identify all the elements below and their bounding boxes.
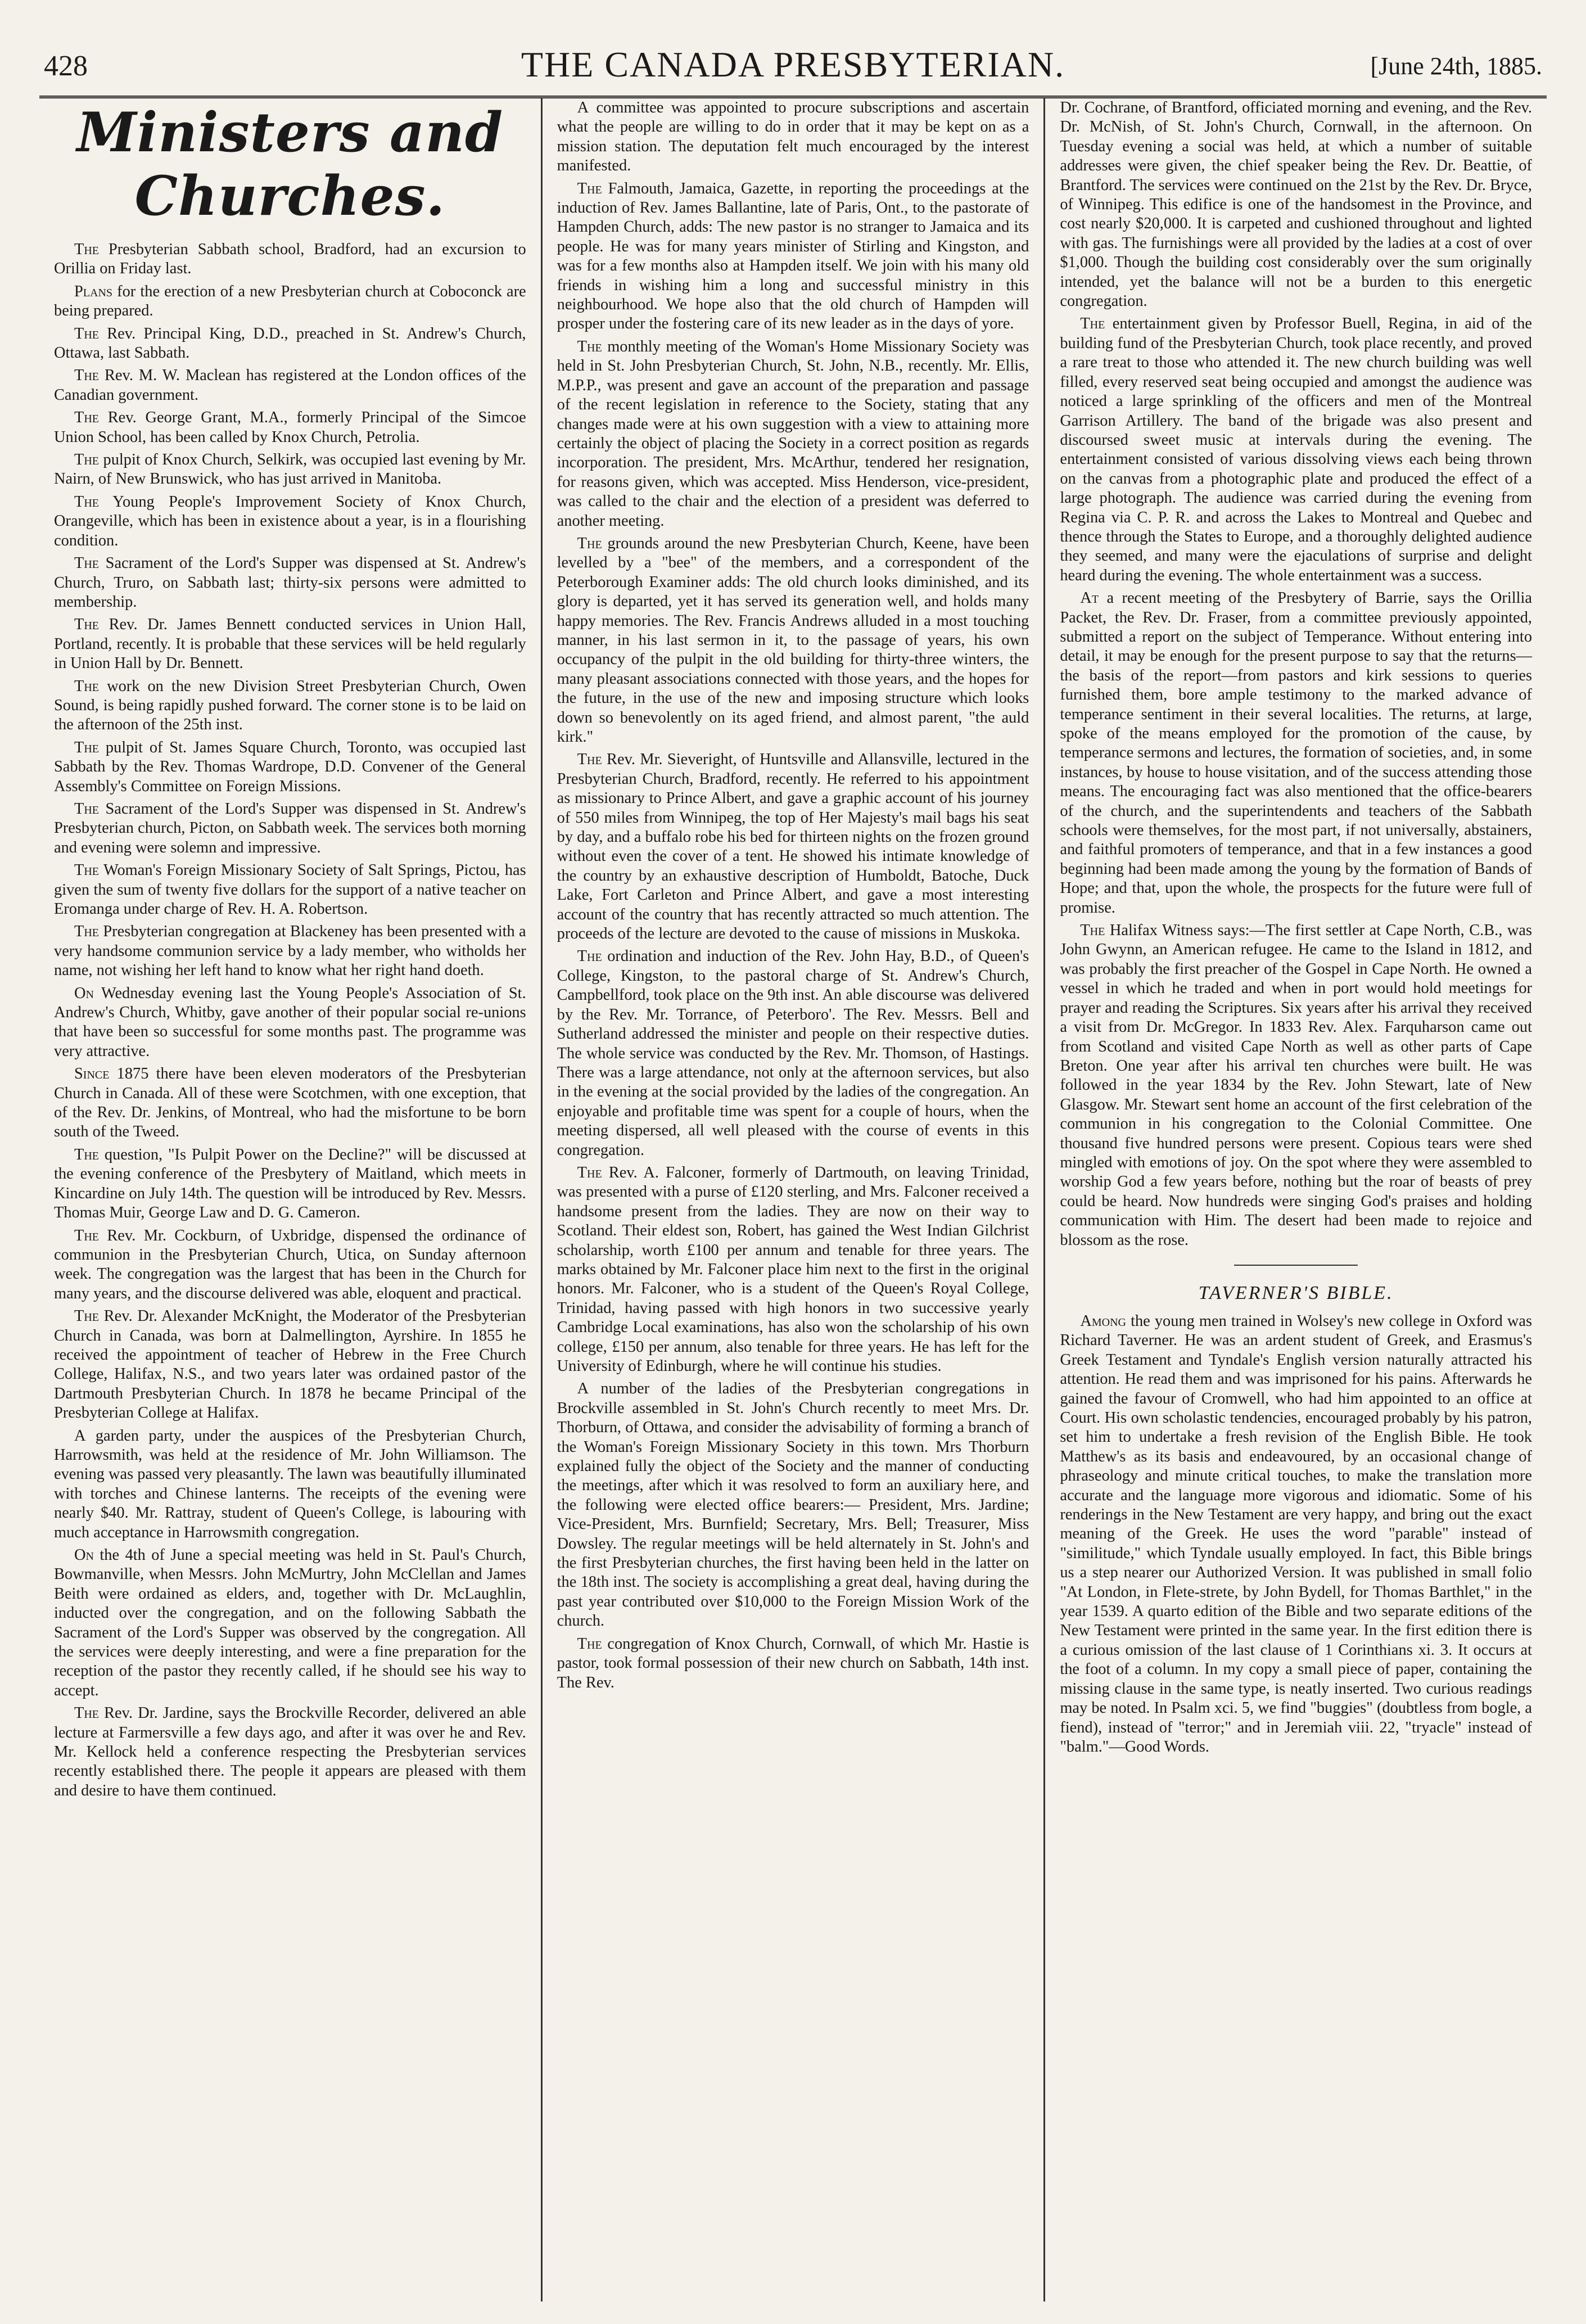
item-lead-word: The: [74, 451, 100, 469]
item-text: the 4th of June a special meeting was held in St. Paul's Church, Bowmanville, when Messrs. John McMurtry, John McClellan and James Beith were ordained as elders, and, together with Dr. McLaughlin, inducted over the congregation, and on the following Sabbath the Sacrament of the Lord's Supper was observed by the congregation. All the services were deeply interesting, and were a fine preparation for the reception of the pastor they recently called, if he should see his way to accept.: [54, 1546, 526, 1699]
item-text: Presbyterian Sabbath school, Bradford, had an excursion to Orillia on Friday last.: [54, 241, 526, 278]
paper-title: THE CANADA PRESBYTERIAN.: [521, 44, 1065, 84]
section-title: Ministers and Churches.: [76, 101, 504, 228]
item-text: for the erection of a new Presbyterian church at Coboconck are being prepared.: [54, 282, 526, 320]
page-number: 428: [44, 50, 88, 82]
article-columns: [39, 98, 1547, 2302]
item-lead-word: The: [74, 1704, 100, 1722]
item-lead-word: At: [1080, 589, 1099, 607]
item-lead-word: The: [577, 947, 602, 965]
item-text: 1875 there have been eleven moderators of the Presbyterian Church in Canada. All of these were Scotchmen, with one exception, that of the Rev. Dr. Jenkins, of Montreal, who had the misfortune to be born south of the Tweed.: [54, 1065, 526, 1141]
item-text: Sacrament of the Lord's Supper was dispensed in St. Andrew's Presbyterian church, Picton, on Sabbath week. The services both morning and evening were solemn and impressive.: [54, 800, 526, 856]
news-item: [1060, 1312, 1532, 1757]
item-lead-word: The: [74, 1145, 100, 1163]
item-text: pulpit of St. James Square Church, Toronto, was occupied last Sabbath by the Rev. Thomas Wardrope, D.D. Convener of the General Assembly's Committee on Foreign Missions.: [54, 738, 526, 795]
news-item: [54, 282, 526, 321]
item-text: Woman's Foreign Missionary Society of Salt Springs, Pictou, has given the sum of twenty five dollars for the support of a native teacher on Eromanga under charge of Rev. H. A. Robertson.: [54, 861, 526, 918]
news-item: [54, 366, 526, 405]
item-lead-word: A: [577, 99, 589, 116]
item-text: Halifax Witness says:—The first settler at Cape North, C.B., was John Gwynn, an American refugee. He came to the Island in 1812, and was probably the first preacher of the Gospel in Cape North. He owned a vessel in which he traded and when in port would hold meetings for prayer and reading the Scriptures. Six years after his arrival they received a visit from Dr. McGregor. In 1833 Rev. Alex. Farquharson came out from Scotland and visited Cape North as well as other parts of Cape Breton. One year after his arrival ten churches were built. He was followed in the year 1834 by the Rev. John Stewart, late of New Glasgow. Mr. Stewart sent home an account of the first celebration of the communion in his congregation to the Colonial Committee. One thousand five hundred persons were present. Copious tears were shed mingled with emotions of joy. On the spot where they were assembled to worship God a few years before, nothing but the roar of beasts of prey could be heard. Now hundreds were singing God's praises and holding communication with Him. The desert had been made to rejoice and blossom as the rose.: [1060, 922, 1533, 1249]
item-lead-word: The: [74, 241, 100, 258]
item-text: Rev. M. W. Maclean has registered at the London offices of the Canadian government.: [54, 367, 526, 404]
news-item: [54, 408, 526, 447]
item-text: Rev. George Grant, M.A., formerly Principal of the Simcoe Union School, has been called by Knox Church, Petrolia.: [54, 409, 526, 446]
item-text: Rev. A. Falconer, formerly of Dartmouth, on leaving Trinidad, was presented with a purse of £120 sterling, and Mrs. Falconer received a handsome present from the ladies. They are now on their way to Scotland. Their eldest son, Robert, has gained the West Indian Gilchrist scholarship, worth £100 per annum and tenable for three years. The marks obtained by Mr. Falconer place him next to the first in the original honors. Mr. Falconer, who is a student of the Queen's Royal College, Trinidad, having passed with high honors in two successive yearly Cambridge Local examinations, has also won the scholarship of his own college, £150 per annum, also tenable for three years. He has left for the University of Edinburgh, where he will continue his studies.: [557, 1163, 1029, 1375]
item-text: Rev. Principal King, D.D., preached in St. Andrew's Church, Ottawa, last Sabbath.: [54, 324, 526, 362]
item-lead-word: The: [74, 616, 100, 634]
item-lead-word: On: [74, 984, 94, 1002]
issue-date: [June 24th, 1885.: [1370, 52, 1542, 80]
news-item: [54, 324, 526, 363]
item-text: the young men trained in Wolsey's new college in Oxford was Richard Taverner. He was an ardent student of Greek, and Erasmus's Greek Testament and Tyndale's English version naturally attracted his attention. He read them and was imprisoned for his pains. Afterwards he gained the favour of Cromwell, who had him appointed to an office at Court. His own scholastic tendencies, encouraged probably by his patron, set him to undertake a fresh revision of the English Bible. He took Matthew's as its basis and endeavoured, by an occasional change of phraseology and minute critical touches, to make the translation more accurate and the language more vigorous and idiomatic. Some of his renderings in the New Testament are very happy, and bring out the exact meaning of the Greek. He uses the word "parable" instead of "similitude," which Tyndale usually employed. In fact, this Bible brings us a step nearer our Authorized Version. It was published in small folio "At London, in Flete-strete, by John Bydell, for Thomas Barthlet," in the year 1539. A quarto edition of the Bible and two separate editions of the New Testament were printed in the same year. In the first edition there is a curious omission of the last clause of 1 Corinthians xi. 3. It occurs at the foot of a column. In my copy a small piece of paper, containing the missing clause in the same type, is neatly inserted. Two curious readings may be noted. In Psalm xci. 5, we find "buggies" (doubtless from bogle, a fiend), instead of "terror;" and in Jeremiah viii. 22, "tryacle" instead of "balm."—Good Words.: [1060, 1312, 1533, 1756]
item-text: congregation of Knox Church, Cornwall, of which Mr. Hastie is pastor, took formal possession of their new church on Sabbath, 14th inst. The Rev.: [557, 1635, 1029, 1691]
news-item: [54, 240, 526, 279]
item-text: monthly meeting of the Woman's Home Missionary Society was held in St. John Presbyterian Church, St. John, N.B., recently. Mr. Ellis, M.P.P., was present and gave an account of the preparation and passage of the recent legislation in reference to the Society, stating that any changes made were at his own suggestion with a view to attaining more certainly the object of placing the Society in a correct position as regards incorporation. The president, Mrs. McArthur, tendered her resignation, for reasons given, which was accepted. Miss Henderson, vice-president, was called to the chair and the election of a president was deferred to another meeting.: [557, 337, 1029, 530]
news-item: [54, 1427, 526, 1542]
item-text: Rev. Mr. Sieveright, of Huntsville and Allansville, lectured in the Presbyterian Church, Bradford, recently. He referred to his appointment as missionary to Prince Albert, and gave a graphic account of his journey of 550 miles from Winnipeg, the top of Her Majesty's mail bags his seat by day, and a buffalo robe his bed for thirteen nights on the frozen ground without even the cover of a tent. He showed his intimate knowledge of the country by an exhaustive description of Humboldt, Batoche, Duck Lake, Fort Carleton and Prince Albert, and gave a most interesting account of the country that has recently attracted so much attention. The proceeds of the lecture are devoted to the cause of missions in Muskoka.: [557, 751, 1029, 943]
item-text: Rev. Dr. James Bennett conducted services in Union Hall, Portland, recently. It is probable that these services will be held regularly in Union Hall by Dr. Bennett.: [54, 616, 526, 673]
item-text: pulpit of Knox Church, Selkirk, was occupied last evening by Mr. Nairn, of New Brunswick, who has just arrived in Manitoba.: [54, 451, 526, 488]
news-item: [1060, 589, 1532, 918]
news-item: [557, 534, 1029, 747]
news-item: [54, 450, 526, 489]
item-text: ordination and induction of the Rev. John Hay, B.D., of Queen's College, Kingston, to the pastoral charge of St. Andrew's Church, Campbellford, took place on the 9th inst. An able discourse was delivered by the Rev. Mr. Torrance, of Peterboro'. The Rev. Messrs. Bell and Sutherland addressed the minister and people on their respective duties. The whole service was conducted by the Rev. Mr. Thomson, of Hastings. There was a large attendance, not only at the afternoon services, but also in the evening at the social provided by the ladies of the congregation. An enjoyable and profitable time was spent for a couple of hours, when the meeting dispersed, all well pleased with the course of events in this congregation.: [557, 947, 1029, 1159]
news-item: [557, 179, 1029, 334]
news-item: [54, 677, 526, 735]
news-item: [1060, 98, 1532, 311]
item-lead-word: A: [74, 1427, 86, 1445]
item-text: Wednesday evening last the Young People's Association of St. Andrew's Church, Whitby, gave another of their popular social re-unions that have been so successful for some months past. The programme was very attractive.: [54, 984, 526, 1060]
item-lead-word: On: [74, 1546, 94, 1564]
item-lead-word: Plans: [74, 282, 113, 300]
news-item: [557, 947, 1029, 1159]
news-item: [54, 738, 526, 796]
item-text: Rev. Mr. Cockburn, of Uxbridge, dispensed the ordinance of communion in the Presbyterian Church, Utica, on Sunday afternoon week. The congregation was the largest that has been in the Church for many years, and the discourse delivered was able, eloquent and practical.: [54, 1226, 526, 1302]
news-item: [54, 1546, 526, 1700]
item-lead-word: The: [74, 1226, 100, 1244]
news-item: [54, 922, 526, 980]
item-lead-word: The: [74, 923, 100, 941]
news-item: [557, 750, 1029, 944]
news-item: [54, 984, 526, 1062]
news-item: [54, 554, 526, 612]
news-item: [54, 800, 526, 858]
item-text: number of the ladies of the Presbyterian congregations in Brockville assembled in St. John's Church recently to meet Mrs. Dr. Thorburn, of Ottawa, and consider the advisability of forming a branch of the Woman's Foreign Missionary Society in this town. Mrs Thorburn explained fully the object of the Society and the manner of conducting the meetings, after which it was resolved to form an auxiliary here, and the following were elected office bearers:— President, Mrs. Jardine; Vice-President, Mrs. Burnfield; Secretary, Mrs. Bell; Treasurer, Miss Dowsley. The regular meetings will be held alternately in St. John's and the first Presbyterian churches, the first having been held in the latter on the 18th inst. The society is accomplishing a great deal, having during the past year contributed over $10,000 to the Foreign Mission Work of the church.: [557, 1380, 1029, 1630]
item-text: work on the new Division Street Presbyterian Church, Owen Sound, is being rapidly pushed forward. The corner stone is to be laid on the afternoon of the 25th inst.: [54, 677, 526, 734]
news-item: [54, 1307, 526, 1423]
column-3: [1043, 98, 1547, 2302]
item-lead-word: The: [577, 534, 602, 552]
item-text: committee was appointed to procure subscriptions and ascertain what the people are willing to do in order that it may be kept on as a mission station. The deputation felt much encouraged by the interest manifested.: [557, 99, 1029, 175]
item-text: Rev. Dr. Alexander McKnight, the Moderator of the Presbyterian Church in Canada, was born at Dalmellington, Ayrshire. In 1855 he received the appointment of teacher of Hebrew in the Free Church College, Halifax, N.S., and two years later was ordained pastor of the Dartmouth Presbyterian Church. In 1878 he became Principal of the Presbyterian College at Halifax.: [54, 1307, 526, 1422]
column-1: [39, 98, 541, 2302]
item-lead-word: The: [74, 738, 100, 756]
news-item: [1060, 314, 1532, 585]
news-item: [54, 1064, 526, 1142]
item-lead-word: The: [577, 1635, 602, 1653]
news-item: [557, 1379, 1029, 1631]
subsection-title: TAVERNER'S BIBLE.: [1198, 1282, 1394, 1303]
news-item: [54, 861, 526, 919]
news-item: [557, 98, 1029, 176]
item-lead-word: The: [74, 554, 100, 572]
masthead: [39, 34, 1547, 98]
item-text: Young People's Improvement Society of Knox Church, Orangeville, which has been in existence about a year, is in a flourishing condition.: [54, 493, 526, 549]
item-lead-word: The: [1080, 315, 1105, 333]
item-text: Presbyterian congregation at Blackeney has been presented with a very handsome communion service by a lady member, who witholds her name, not wishing her left hand to know what her right hand doeth.: [54, 923, 526, 980]
item-lead-word: The: [74, 324, 100, 342]
item-lead-word: The: [577, 751, 602, 769]
item-lead-word: The: [577, 337, 602, 355]
news-item: [557, 337, 1029, 531]
news-item: [54, 1226, 526, 1304]
news-item: [1060, 921, 1532, 1250]
section-divider: [1234, 1265, 1358, 1266]
item-text: entertainment given by Professor Buell, Regina, in aid of the building fund of the Presbyterian Church, took place recently, and proved a rare treat to those who attended it. The new church building was well filled, every reserved seat being occupied and amongst the audience was noticed a large sprinkling of the officers and men of the Montreal Garrison Artillery. The band of the brigade was also present and discoursed sweet music at intervals during the evening. The entertainment consisted of various dissolving views each being thrown on the canvas from a photographic plate and produced the effect of a large photograph. The audience was carried during the evening from Regina via C. P. R. and across the Lakes to Montreal and Quebec and thence through the States to Europe, and a thoroughly delighted audience they seemed, and many were the ejaculations of surprise and delight heard during the evening. The whole entertainment was a success.: [1060, 315, 1533, 584]
item-text: Rev. Dr. Jardine, says the Brockville Recorder, delivered an able lecture at Farmersville a few days ago, and after it was over he and Rev. Mr. Kellock held a conference respecting the Presbyterian services recently established there. The people it appears are pleased with them and desire to have them continued.: [54, 1704, 526, 1799]
item-text: Sacrament of the Lord's Supper was dispensed at St. Andrew's Church, Truro, on Sabbath last; thirty-six persons were admitted to membership.: [54, 554, 526, 611]
news-item: [557, 1635, 1029, 1693]
item-lead-word: The: [74, 367, 100, 385]
item-lead-word: A: [577, 1380, 589, 1398]
item-lead-word: The: [1080, 922, 1105, 940]
item-text: garden party, under the auspices of the Presbyterian Church, Harrowsmith, was held at the residence of Mr. John Williamson. The evening was passed very pleasantly. The lawn was beautifully illuminated with torches and Chinese lanterns. The receipts of the evening were nearly $40. Mr. Rattray, student of Queen's College, is labouring with much acceptance in Harrowsmith congregation.: [54, 1427, 526, 1541]
news-item: [54, 1145, 526, 1223]
item-lead-word: The: [74, 493, 100, 511]
item-lead-word: The: [74, 800, 100, 818]
item-lead-word: The: [577, 1163, 602, 1181]
item-lead-word: The: [74, 1307, 100, 1325]
item-lead-word: Since: [74, 1065, 110, 1083]
item-text: grounds around the new Presbyterian Church, Keene, have been levelled by a "bee" of the members, and a correspondent of the Peterborough Examiner adds: The old church looks diminished, and its glory is departed, yet it has served its generation well, and holds many happy memories. The Rev. Francis Andrews alluded in a most touching manner, in his last sermon in it, to the passage of years, his own occupancy of the pulpit in the old building for thirty-three winters, the many pleasant associations connected with those years, and the hopes for the future, in the use of the new and imposing structure which looks down so benevolently on its aged friend, and almost parent, "the auld kirk.": [557, 534, 1029, 746]
news-item: [54, 615, 526, 673]
item-lead-word: Among: [1080, 1312, 1126, 1330]
item-text: a recent meeting of the Presbytery of Barrie, says the Orillia Packet, the Rev. Dr. Fraser, from a committee previously appointed, submitted a report on the subject of Temperance. Without entering into detail, it may be enough for the present purpose to say that the returns—the basis of the report—from pastors and kirk sessions to queries furnished them, bore ample testimony to the marked advance of temperance sentiment in their several localities. The returns, at large, spoke of the means employed for the promotion of the cause, by temperance sermons and lectures, the formation of societies, and, in some instances, by house to house visitation, and of the success attending those means. The encouraging fact was also mentioned that the office-bearers of the church, and the superintendents and teachers of the Sabbath schools were themselves, for the most part, if not universally, abstainers, and faithful promoters of temperance, and that in a few instances a good beginning had been made among the young by the formation of Bands of Hope; and that, upon the whole, the prospects for the future were full of promise.: [1060, 589, 1533, 917]
item-lead-word: The: [577, 179, 602, 197]
item-lead-word: The: [74, 861, 100, 879]
item-lead-word: The: [74, 677, 100, 695]
item-lead-word: The: [74, 409, 100, 427]
item-text: Falmouth, Jamaica, Gazette, in reporting the proceedings at the induction of Rev. James Ballantine, late of Paris, Ont., to the pastorate of Hampden Church, adds: The new pastor is no stranger to Jamaica and its people. He was for many years minister of Stirling and Kingston, and was for a few months also at Hampden itself. We join with his many old friends in wishing him a long and successful ministry in this neighbourhood. We hope also that the old church of Hampden will prosper under the fostering care of its new leader as in the days of yore.: [557, 179, 1029, 333]
news-item: [54, 493, 526, 550]
news-item: [557, 1163, 1029, 1376]
column-2: [541, 98, 1044, 2302]
item-text: Dr. Cochrane, of Brantford, officiated morning and evening, and the Rev. Dr. McNish, of St. John's Church, Cornwall, in the afternoon. On Tuesday evening a social was held, at which a number of suitable addresses were given, the chief speaker being the Rev. Dr. Beattie, of Brantford. The services were continued on the 21st by the Rev. Dr. Bryce, of Winnipeg. This edifice is one of the handsomest in the Province, and cost nearly $20,000. It is carpeted and cushioned throughout and lighted with gas. The furnishings were all provided by the ladies at a cost of over $1,000. Though the building cost considerably over the sum originally intended, yet the balance will not be a burden to this energetic congregation.: [1060, 99, 1533, 310]
news-item: [54, 1704, 526, 1800]
item-text: question, "Is Pulpit Power on the Decline?" will be discussed at the evening conference of the Presbytery of Maitland, which meets in Kincardine on July 14th. The question will be introduced by Rev. Messrs. Thomas Muir, George Law and D. G. Cameron.: [54, 1145, 526, 1222]
